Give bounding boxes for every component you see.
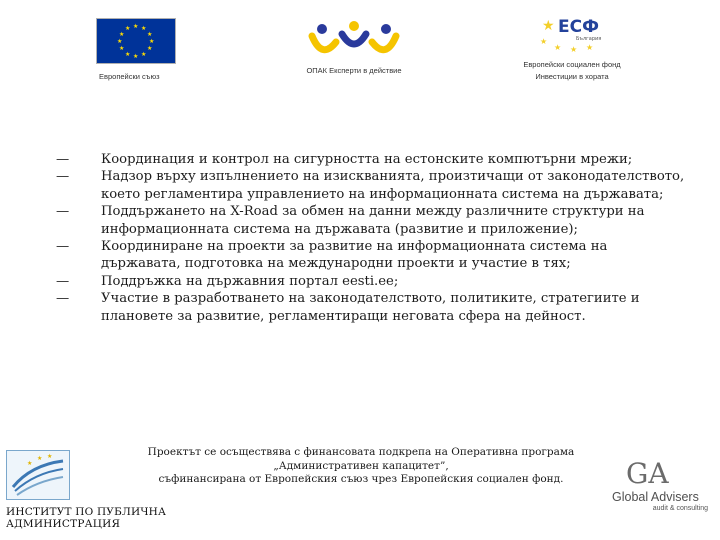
list-item bbox=[56, 203, 686, 238]
bullet-list bbox=[56, 151, 686, 325]
ga-subtitle: audit & consulting bbox=[652, 505, 708, 512]
list-item bbox=[56, 238, 686, 273]
dash-marker: — bbox=[56, 204, 70, 220]
list-item-text: Надзор върху изпълнението на изискванията, произтичащи от законодателството, което регламентира управлението на информационната система на държавата; bbox=[101, 169, 685, 202]
funding-statement bbox=[116, 446, 606, 487]
svg-text:★: ★ bbox=[542, 18, 555, 34]
svg-text:★: ★ bbox=[570, 45, 578, 54]
dash-marker: — bbox=[56, 169, 70, 185]
esf-country-text: България bbox=[576, 36, 602, 42]
list-item-text: Поддържането на X-Road за обмен на данни между различните структури на информационната система на държавата (развитие и приложение); bbox=[101, 204, 645, 237]
institute-name-line2: АДМИНИСТРАЦИЯ bbox=[6, 518, 121, 530]
svg-text:★: ★ bbox=[554, 43, 562, 52]
eu-flag-icon: ★ ★ ★ ★ ★ ★ ★ ★ ★ ★ ★ ★ bbox=[96, 18, 176, 64]
dash-marker: — bbox=[56, 273, 70, 289]
esf-mark-icon bbox=[532, 14, 612, 54]
funding-line2: „Административен капацитет”, bbox=[273, 459, 449, 472]
esf-mark-text: ЕСФ bbox=[558, 17, 599, 37]
institute-emblem-icon bbox=[6, 450, 70, 500]
list-item-text: Координация и контрол на сигурността на естонските компютърни мрежи; bbox=[101, 152, 633, 167]
ga-mark-text: GA bbox=[626, 457, 669, 490]
svg-text:★: ★ bbox=[27, 460, 33, 467]
svg-text:★: ★ bbox=[47, 453, 53, 460]
global-advisers-logo bbox=[612, 455, 712, 513]
list-item bbox=[56, 273, 686, 290]
svg-text:★: ★ bbox=[540, 37, 548, 46]
esf-caption-line1: Европейски социален фонд bbox=[523, 60, 621, 69]
opak-logo bbox=[298, 20, 410, 76]
dash-marker: — bbox=[56, 239, 70, 255]
ga-name: Global Advisers bbox=[612, 490, 699, 504]
list-item-text: Участие в разработването на законодателството, политиките, стратегиите и плановете за развитие, регламентиращи неговата сфера на дейност. bbox=[101, 291, 640, 324]
esf-logo bbox=[512, 14, 632, 82]
ga-mark-icon bbox=[612, 455, 669, 490]
list-item bbox=[56, 290, 686, 325]
funding-line3: съфинансирана от Европейския съюз чрез Европейския социален фонд. bbox=[158, 473, 564, 485]
svg-text:★: ★ bbox=[37, 455, 43, 462]
svg-text:★: ★ bbox=[586, 43, 594, 52]
dash-marker: — bbox=[56, 291, 70, 307]
opak-caption: ОПАК Експерти в действие bbox=[306, 66, 402, 75]
esf-caption-line2: Инвестиции в хората bbox=[535, 72, 609, 81]
opak-figures-icon bbox=[304, 20, 404, 58]
list-item bbox=[56, 151, 686, 168]
institute-name-line1: ИНСТИТУТ ПО ПУБЛИЧНА bbox=[6, 506, 167, 518]
dash-marker: — bbox=[56, 152, 70, 167]
eu-caption: Европейски съюз bbox=[99, 72, 160, 81]
list-item-text: Координиране на проекти за развитие на информационната система на държавата, подготовка на международни проекти и участие в тях; bbox=[101, 239, 608, 272]
list-item-text: Поддръжка на държавния портал eesti.ee; bbox=[101, 273, 399, 289]
list-item bbox=[56, 168, 686, 203]
funding-line1: Проектът се осъществява с финансовата подкрепа на Оперативна програма bbox=[147, 446, 575, 458]
eu-logo bbox=[96, 18, 176, 82]
